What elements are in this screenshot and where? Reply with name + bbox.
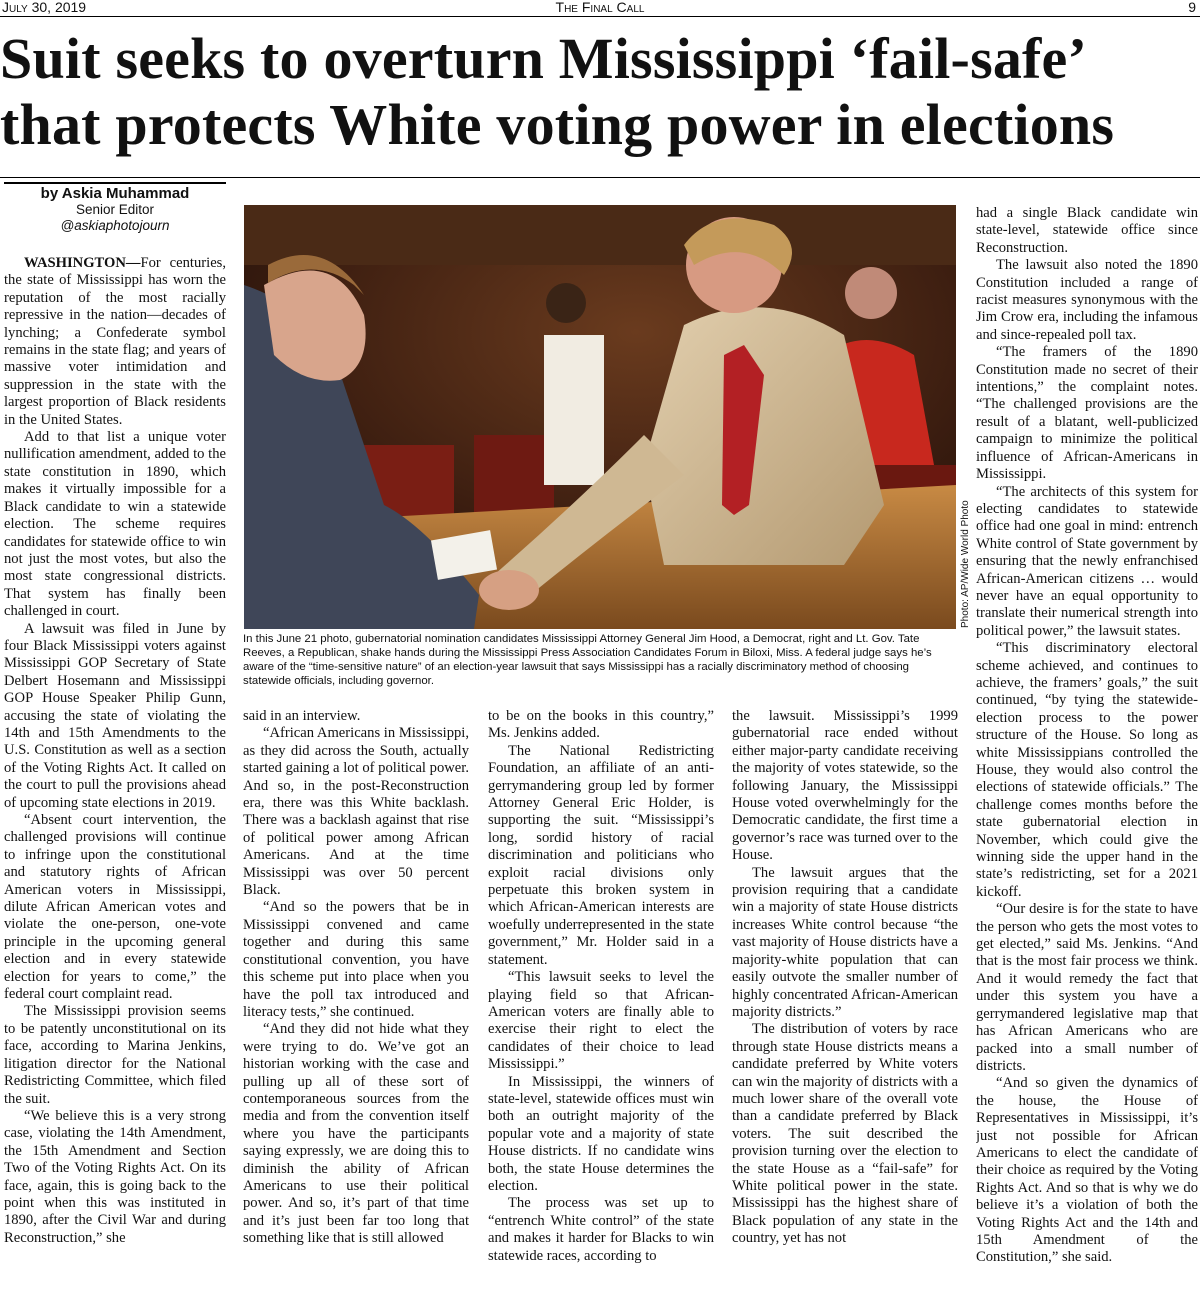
paragraph: In Mississippi, the winners of state-level, statewide offices must win both an outright majority of the popular vote and a majority of state House districts. If no candidate wins both, the state House determines the election. [488, 1073, 714, 1194]
byline [4, 182, 226, 234]
paragraph: “We believe this is a very strong case, violating the 14th Amendment, the 15th Amendment and Section Two of the Voting Rights Act. On its face, again, this is going back to the point when this was instituted in 1890, after the Civil War and during Reconstruction,” she [4, 1107, 226, 1246]
paragraph: “The framers of the 1890 Constitution made no secret of their intentions,” the complaint notes. “The challenged provisions are the result of a blatant, well-publicized campaign to minimize the political influence of African-Americans in Mississippi. [976, 344, 1198, 483]
author-title: Senior Editor [75, 202, 155, 217]
headline-line-2: that protects White voting power in elections [0, 92, 1115, 157]
headline [0, 26, 1200, 158]
article-column-3 [488, 708, 714, 1298]
paragraph: WASHINGTON—For centuries, the state of Mississippi has worn the reputation of the most racially repressive in the nation—decades of lynching; a Confederate symbol remains in the state flag; and years of massive voter intimidation and suppression in the state with the largest proportion of Black residents in the United States. [4, 255, 226, 428]
publication-name: The Final Call [555, 0, 645, 15]
dateline: WASHINGTON— [24, 255, 141, 271]
headline-line-1: Suit seeks to overturn Mississippi ‘fail-safe’ [0, 26, 1088, 91]
paragraph: Add to that list a unique voter nullification amendment, added to the state constitution in 1890, which makes it virtually impossible for a Black candidate to win a statewide election. The scheme requires candidates for statewide office to win not just the most votes, but also the most state congressional districts. That system has finally been challenged in court. [4, 429, 226, 620]
paragraph: The process was set up to “entrench White control” of the state and makes it harder for Blacks to win statewide races, according to [488, 1195, 714, 1264]
paragraph: A lawsuit was filed in June by four Black Mississippi voters against Mississippi GOP Secretary of State Delbert Hosemann and Mississippi GOP House Speaker Philip Gunn, accusing the state of violating the 14th and 15th Amendments to the U.S. Constitution as well as a section of the Voting Rights Act. It called on the court to pull the provisions ahead of upcoming state elections in 2019. [4, 620, 226, 811]
page-number: 9 [1188, 0, 1196, 15]
paragraph: “Our desire is for the state to have the person who gets the most votes to get elected,” said Ms. Jenkins. “And that is the most fair process we think. And it would remedy the fact that under this system you have a gerrymandered legislative map that has African Americans who are packed into a small number of districts. [976, 901, 1198, 1074]
issue-date: July 30, 2019 [2, 0, 87, 15]
headline-rule [0, 177, 1200, 178]
paragraph: “And so the powers that be in Mississippi convened and came together and during this same constitutional convention, you have this scheme put into place when you have the poll tax introduced and literacy tests,” she continued. [243, 899, 469, 1020]
paragraph: had a single Black candidate win state-level, statewide office since Reconstruction. [976, 205, 1198, 256]
news-photo [244, 205, 956, 629]
paragraph: “The architects of this system for electing candidates to statewide office had one goal in mind: entrench White control of State government by ensuring that the newly enfranchised African-American citizens … would never have an equal opportunity to translate their numerical strength into political power,” the lawsuit states. [976, 483, 1198, 639]
paragraph: The distribution of voters by race through state House districts means a candidate preferred by White voters can win the majority of districts with a much lower share of the overall vote than a candidate preferred by Black voters. The suit described the provision turning over the election to the state House as a “fail-safe” for White political power in the state. Mississippi has the highest share of Black population of any state in the country, yet has not [732, 1021, 958, 1247]
paragraph: the lawsuit. Mississippi’s 1999 gubernatorial race ended without either major-party candidate receiving the majority of votes statewide, so the following January, the Mississippi House voted overwhelmingly for the Democratic candidate, the first time a governor’s race was turned over to the House. [732, 708, 958, 864]
paragraph: The lawsuit also noted the 1890 Constitution included a range of racist measures synonymous with the Jim Crow era, including the infamous and since-repealed poll tax. [976, 257, 1198, 343]
author-handle: @askiaphotojourn [60, 218, 170, 233]
paragraph: The lawsuit argues that the provision requiring that a candidate win a majority of state House districts increases White control because “the vast majority of House districts have a majority-white population that can easily outvote the smaller number of highly concentrated African-American majority districts.” [732, 864, 958, 1020]
paragraph: The Mississippi provision seems to be patently unconstitutional on its face, according to Marina Jenkins, litigation director for the National Redistricting Committee, which filed the suit. [4, 1003, 226, 1107]
paragraph: “Absent court intervention, the challenged provisions will continue to infringe upon the constitutional and statutory rights of African American voters in Mississippi, dilute African American votes and violate the one-person, one-vote principle in the upcoming general election and in every statewide election for years to come,” the federal court complaint read. [4, 812, 226, 1003]
paragraph: “African Americans in Mississippi, as they did across the South, actually started gaining a lot of political power. And so, in the post-Reconstruction era, there was this White backlash. There was a backlash against that rise of political power among African Americans. And at the time Mississippi was over 50 percent Black. [243, 725, 469, 899]
article-column-1 [4, 255, 226, 1298]
paragraph: The National Redistricting Foundation, an affiliate of an anti-gerrymandering group led by former Attorney General Eric Holder, is supporting the suit. “Mississippi’s long, sordid history of racial discrimination and politicians who exploit racial divisions only perpetuate this broken system in which African-American interests are woefully underrepresented in the state government,” Mr. Holder said in a statement. [488, 742, 714, 968]
handshake-photo-illustration [244, 205, 956, 629]
paragraph: “This discriminatory electoral scheme achieved, and continues to achieve, the framers’ goals,” the suit continued, “by tying the statewide-election process to the power structure of the House. So long as white Mississippians controlled the House, they would also control the elections of statewide officials.” The challenge comes months before the state gubernatorial election in November, which could give the winning side the upper hand in the state’s redistricting, set for a 2021 kickoff. [976, 640, 1198, 900]
author-name: by Askia Muhammad [40, 185, 190, 202]
article-column-5 [976, 205, 1198, 1298]
paragraph: to be on the books in this country,” Ms. Jenkins added. [488, 708, 714, 742]
paragraph: “And they did not hide what they were trying to do. We’ve got an historian working with the case and pulling up all of these sort of contemporaneous sources from the media and from the convention itself where you have the participants saying expressly, we are doing this to diminish the ability of African Americans to use their political power. And so, it’s part of that time and it’s just been far too long that something like that is still allowed [243, 1021, 469, 1247]
article-column-4 [732, 708, 958, 1298]
photo-caption: In this June 21 photo, gubernatorial nomination candidates Mississippi Attorney General Jim Hood, a Democrat, right and Lt. Gov. Tate Reeves, a Republican, shake hands during the Mississippi Press Association Candidates Forum in Biloxi, Miss. A federal judge says he’s aware of the “time-sensitive nature” of an election-year lawsuit that says Mississippi has a racially discriminatory method of choosing statewide officials, including governor. [243, 633, 932, 687]
article-column-2 [243, 708, 469, 1298]
paragraph: “This lawsuit seeks to level the playing field so that African-American voters are finally able to exercise their right to elect the candidates of their choice to lead Mississippi.” [488, 969, 714, 1073]
paragraph: said in an interview. [243, 708, 361, 724]
paragraph: “And so given the dynamics of the house, the House of Representatives in Mississippi, it’s just not possible for African Americans to elect the candidate of their choice as required by the Voting Rights Act. And so that is why we do believe it’s a violation of both the Voting Rights Act and the 14th and 15th Amendment of the Constitution,” she said. [976, 1075, 1198, 1266]
page-folio [0, 0, 1200, 17]
